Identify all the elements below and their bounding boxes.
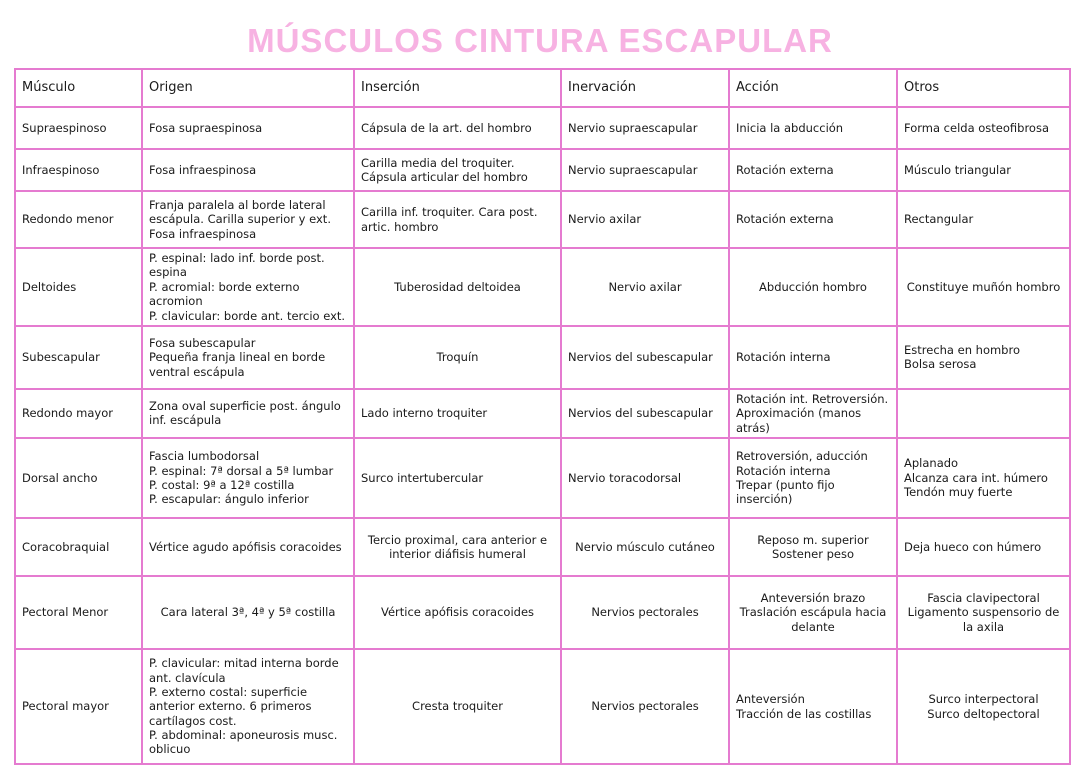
cell-line: Nervios del subescapular	[568, 350, 713, 365]
cell-line: Rotación interna	[736, 463, 831, 478]
cell-line: Nervio supraescapular	[568, 120, 698, 135]
cell-origen	[142, 438, 354, 518]
cell-line: Retroversión, aducción	[736, 449, 868, 464]
cell-line: Traslación escápula hacia delante	[739, 605, 887, 634]
cell-line: Nervio axilar	[568, 212, 642, 227]
cell-otros	[897, 576, 1070, 649]
cell-musculo: Infraespinoso	[15, 149, 142, 191]
cell-line: Estrecha en hombro	[904, 343, 1020, 357]
cell-insercion	[354, 248, 561, 326]
cell-line: P. espinal: 7ª dorsal a 5ª lumbar	[149, 463, 334, 478]
cell-insercion	[354, 149, 561, 191]
cell-accion	[729, 149, 897, 191]
cell-inervacion	[561, 149, 729, 191]
cell-line: Trepar (punto fijo inserción)	[736, 478, 835, 507]
cell-otros	[897, 248, 1070, 326]
header-insercion: Inserción	[354, 69, 561, 107]
cell-musculo: Dorsal ancho	[15, 438, 142, 518]
cell-insercion	[354, 518, 561, 576]
cell-musculo: Coracobraquial	[15, 518, 142, 576]
cell-origen	[142, 389, 354, 438]
table-row	[15, 576, 1070, 649]
table-row	[15, 107, 1070, 149]
cell-accion	[729, 191, 897, 248]
cell-line: Nervios pectorales	[591, 605, 699, 620]
cell-line: Fascia clavipectoral	[927, 590, 1040, 605]
cell-inervacion	[561, 518, 729, 576]
cell-accion	[729, 576, 897, 649]
cell-line: Tuberosidad deltoidea	[394, 279, 521, 294]
cell-inervacion	[561, 248, 729, 326]
cell-otros	[897, 438, 1070, 518]
cell-line: Cresta troquiter	[412, 699, 503, 714]
cell-musculo: Deltoides	[15, 248, 142, 326]
cell-line: P. externo costal: superficie anterior externo. 6 primeros cartílagos cost.	[149, 684, 312, 728]
cell-line: Carilla inf. troquiter. Cara post. artic. hombro	[361, 205, 538, 234]
cell-line: Inicia la abducción	[736, 120, 844, 135]
cell-accion	[729, 649, 897, 764]
cell-line: Tercio proximal, cara anterior e interior diáfisis humeral	[367, 532, 548, 561]
cell-line: Cápsula articular del hombro	[361, 170, 528, 184]
cell-otros	[897, 326, 1070, 389]
cell-line: Surco deltopectoral	[927, 706, 1040, 721]
cell-inervacion	[561, 389, 729, 438]
cell-insercion	[354, 326, 561, 389]
cell-origen	[142, 326, 354, 389]
cell-insercion	[354, 191, 561, 248]
header-musculo: Músculo	[15, 69, 142, 107]
cell-line: Zona oval superficie post. ángulo inf. escápula	[149, 399, 341, 428]
cell-musculo: Supraespinoso	[15, 107, 142, 149]
header-origen: Origen	[142, 69, 354, 107]
cell-line: Alcanza cara int. húmero	[904, 470, 1048, 485]
cell-line: P. escapular: ángulo inferior	[149, 492, 309, 507]
table-row	[15, 191, 1070, 248]
cell-musculo: Pectoral mayor	[15, 649, 142, 764]
cell-inervacion	[561, 191, 729, 248]
cell-origen	[142, 191, 354, 248]
cell-otros	[897, 191, 1070, 248]
header-inervacion: Inervación	[561, 69, 729, 107]
cell-otros	[897, 389, 1070, 438]
table-row	[15, 326, 1070, 389]
cell-inervacion	[561, 438, 729, 518]
cell-insercion	[354, 389, 561, 438]
cell-line: Rotación externa	[736, 162, 834, 177]
cell-inervacion	[561, 107, 729, 149]
cell-line: P. acromial: borde externo acromion	[149, 279, 300, 309]
cell-accion	[729, 438, 897, 518]
cell-line: Pequeña franja lineal en borde ventral escápula	[149, 350, 326, 379]
cell-line: Franja paralela al borde lateral escápula. Carilla superior y ext. Fosa infraespinosa	[149, 197, 331, 241]
cell-line: Ligamento suspensorio de la axila	[907, 605, 1060, 634]
cell-otros	[897, 649, 1070, 764]
cell-line: Rotación externa	[736, 212, 834, 227]
cell-line: P. clavicular: mitad interna borde ant. clavícula	[149, 656, 339, 685]
cell-otros	[897, 149, 1070, 191]
cell-line: Fosa infraespinosa	[149, 162, 257, 177]
cell-line: Rotación interna	[736, 350, 831, 365]
cell-musculo: Subescapular	[15, 326, 142, 389]
table-row	[15, 149, 1070, 191]
cell-line: P. costal: 9ª a 12ª costilla	[149, 478, 295, 492]
cell-line: Nervios pectorales	[591, 699, 699, 714]
cell-origen	[142, 107, 354, 149]
cell-line: Nervio axilar	[608, 279, 682, 294]
cell-line: Fosa subescapular	[149, 335, 256, 350]
cell-inervacion	[561, 649, 729, 764]
table-row	[15, 649, 1070, 764]
cell-insercion	[354, 438, 561, 518]
cell-line: Lado interno troquiter	[361, 406, 488, 421]
cell-line: P. clavicular: borde ant. tercio ext.	[149, 308, 346, 323]
cell-accion	[729, 518, 897, 576]
cell-origen	[142, 248, 354, 326]
table-row	[15, 389, 1070, 438]
muscles-table	[14, 68, 1071, 765]
cell-musculo: Redondo menor	[15, 191, 142, 248]
header-accion: Acción	[729, 69, 897, 107]
cell-line: Deja hueco con húmero	[904, 539, 1042, 554]
cell-line: Surco interpectoral	[928, 692, 1039, 707]
cell-line: Cápsula de la art. del hombro	[361, 120, 532, 135]
cell-line: Troquín	[436, 350, 479, 365]
cell-line: Anteversión	[736, 692, 805, 707]
cell-line: Tendón muy fuerte	[904, 485, 1013, 500]
cell-musculo: Redondo mayor	[15, 389, 142, 438]
cell-accion	[729, 248, 897, 326]
cell-origen	[142, 576, 354, 649]
cell-line: Tracción de las costillas	[736, 706, 872, 721]
cell-accion	[729, 389, 897, 438]
cell-accion	[729, 326, 897, 389]
cell-line: Fascia lumbodorsal	[149, 449, 260, 464]
cell-line: Abducción hombro	[759, 279, 867, 294]
cell-insercion	[354, 107, 561, 149]
table-row	[15, 438, 1070, 518]
cell-line: Anteversión brazo	[760, 590, 866, 605]
cell-line: Aplanado	[904, 456, 959, 471]
cell-line: Vértice apófisis coracoides	[380, 605, 535, 620]
cell-line: Aproximación (manos atrás)	[736, 406, 862, 435]
cell-line: P. espinal: lado inf. borde post. espina	[149, 251, 325, 280]
cell-line: Rotación int. Retroversión.	[736, 391, 889, 406]
cell-line: Nervio supraescapular	[568, 162, 698, 177]
cell-line: P. abdominal: aponeurosis musc. oblicuo	[149, 728, 338, 757]
cell-line: Fosa supraespinosa	[149, 120, 263, 135]
cell-line: Vértice agudo apófisis coracoides	[149, 539, 342, 554]
cell-line: Forma celda osteofibrosa	[904, 120, 1050, 135]
cell-insercion	[354, 649, 561, 764]
header-otros: Otros	[897, 69, 1070, 107]
cell-line: Nervios del subescapular	[568, 406, 713, 421]
cell-otros	[897, 518, 1070, 576]
cell-origen	[142, 518, 354, 576]
cell-accion	[729, 107, 897, 149]
cell-line: Carilla media del troquiter.	[361, 155, 515, 170]
cell-line: Músculo triangular	[904, 162, 1012, 177]
cell-line: Nervio músculo cutáneo	[575, 539, 715, 554]
table-row	[15, 518, 1070, 576]
cell-line: Sostener peso	[771, 547, 855, 561]
cell-line: Reposo m. superior	[757, 532, 869, 547]
cell-inervacion	[561, 576, 729, 649]
cell-line: Cara lateral 3ª, 4ª y 5ª costilla	[160, 605, 336, 620]
header-row	[15, 69, 1070, 107]
cell-line: Constituye muñón hombro	[906, 279, 1061, 294]
cell-line: Nervio toracodorsal	[568, 470, 682, 485]
cell-otros	[897, 107, 1070, 149]
cell-musculo: Pectoral Menor	[15, 576, 142, 649]
cell-insercion	[354, 576, 561, 649]
cell-line: Surco intertubercular	[361, 470, 484, 485]
page-title: MÚSCULOS CINTURA ESCAPULAR	[247, 22, 833, 59]
cell-origen	[142, 149, 354, 191]
cell-inervacion	[561, 326, 729, 389]
cell-line: Bolsa serosa	[904, 357, 977, 372]
cell-origen	[142, 649, 354, 764]
table-row	[15, 248, 1070, 326]
cell-line: Rectangular	[904, 212, 974, 227]
